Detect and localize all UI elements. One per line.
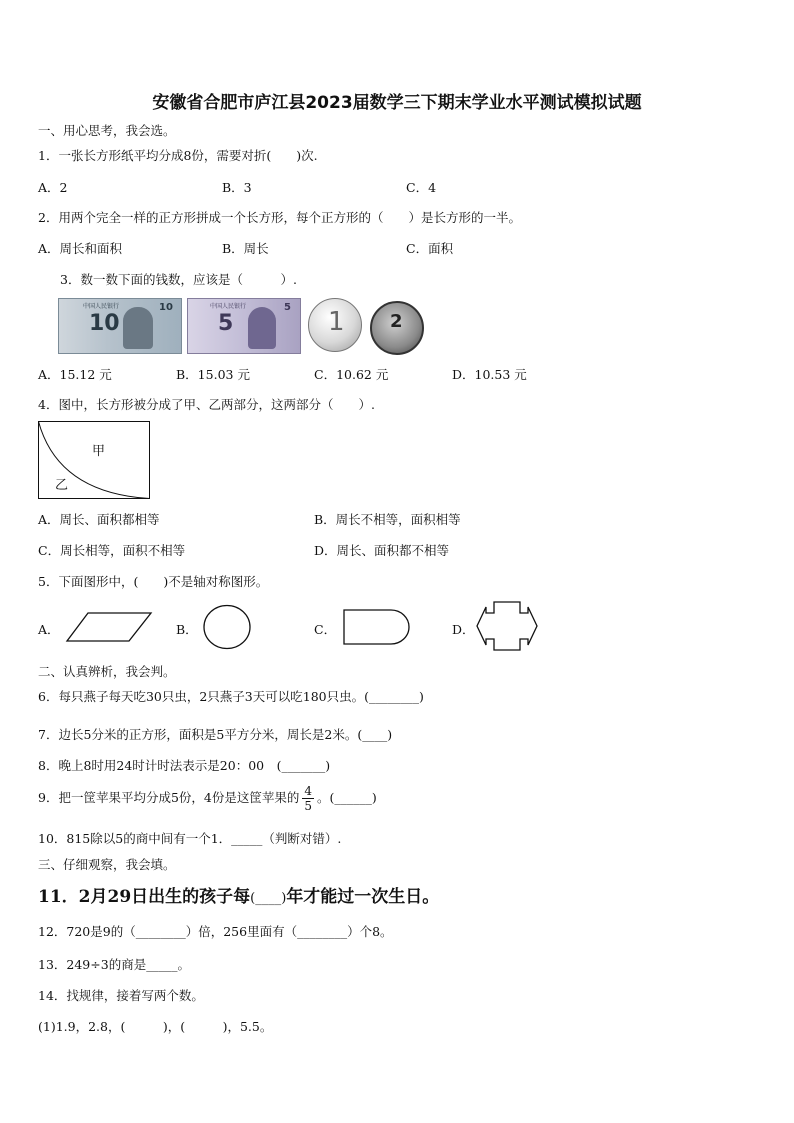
q4-option-d[interactable]: D．周长、面积都不相等 <box>314 543 450 558</box>
question-9 <box>38 784 377 813</box>
note-value-10: 10 <box>89 311 120 336</box>
q5-option-a[interactable]: A． <box>38 622 60 637</box>
section-heading-2: 二、认真辨析，我会判。 <box>38 664 176 679</box>
question-14-part-1: (1)1.9，2.8，( )，( )，5.5。 <box>38 1019 273 1034</box>
note-corner-5: 5 <box>284 302 291 313</box>
question-2: 2．用两个完全一样的正方形拼成一个长方形，每个正方形的（ ）是长方形的一半。 <box>38 210 521 225</box>
note-value-5: 5 <box>218 311 234 336</box>
label-yi: 乙 <box>55 478 69 493</box>
semicircle-rectangle-shape <box>343 609 411 645</box>
q4-option-c[interactable]: C．周长相等，面积不相等 <box>38 543 186 558</box>
circle-shape <box>202 604 252 650</box>
portrait-icon <box>248 307 276 349</box>
note-bank-name: 中国人民银行 <box>210 303 247 310</box>
question-13: 13．249÷3的商是_____。 <box>38 957 190 972</box>
label-jia: 甲 <box>92 444 106 459</box>
q5-option-b[interactable]: B． <box>176 622 198 637</box>
note-bank-name: 中国人民银行 <box>83 303 120 310</box>
q5-option-c[interactable]: C． <box>314 622 337 637</box>
question-3: 3．数一数下面的钱数，应该是（ ）. <box>60 272 297 287</box>
q9-blank: 。(______) <box>317 790 377 805</box>
question-5: 5．下面图形中，( )不是轴对称图形。 <box>38 574 269 589</box>
question-11 <box>38 882 439 907</box>
q11-text-post: 年才能过一次生日。 <box>286 887 440 907</box>
q1-option-c[interactable]: C．4 <box>406 180 437 195</box>
q3-option-a[interactable]: A．15.12 元 <box>38 367 112 382</box>
five-yuan-note-image <box>187 298 301 354</box>
q9-text: 9．把一筐苹果平均分成5份，4份是这筐苹果的 <box>38 790 300 805</box>
question-7: 7．边长5分米的正方形，面积是5平方分米，周长是2米。(____) <box>38 727 393 742</box>
q1-option-a[interactable]: A．2 <box>38 180 68 195</box>
question-6: 6．每只燕子每天吃30只虫，2只燕子3天可以吃180只虫。(________) <box>38 689 424 704</box>
q11-text-pre: 11．2月29日出生的孩子每 <box>38 887 251 907</box>
fraction-denominator: 5 <box>304 799 313 813</box>
two-fen-coin-image <box>370 301 424 355</box>
question-8: 8．晚上8时用24时计时法表示是20：00 (_______) <box>38 758 331 773</box>
portrait-icon <box>123 307 153 349</box>
q4-option-b[interactable]: B．周长不相等，面积相等 <box>314 512 461 527</box>
question-10: 10．815除以5的商中间有一个1．_____（判断对错）. <box>38 831 342 846</box>
fraction-numerator: 4 <box>304 784 313 798</box>
ten-yuan-note-image <box>58 298 182 354</box>
q11-blank: (____) <box>250 891 287 906</box>
parallelogram-shape <box>66 612 152 642</box>
q2-option-b[interactable]: B．周长 <box>222 241 269 256</box>
section-heading-1: 一、用心思考，我会选。 <box>38 123 176 138</box>
coin-value-1: 1 <box>328 307 345 337</box>
one-jiao-coin-image <box>308 298 362 352</box>
q1-option-b[interactable]: B．3 <box>222 180 252 195</box>
q3-option-b[interactable]: B．15.03 元 <box>176 367 250 382</box>
q5-option-d[interactable]: D． <box>452 622 475 637</box>
question-14: 14．找规律，接着写两个数。 <box>38 988 204 1003</box>
q3-option-d[interactable]: D．10.53 元 <box>452 367 527 382</box>
fraction-four-fifths <box>302 784 314 813</box>
section-heading-3: 三、仔细观察，我会填。 <box>38 857 176 872</box>
question-1: 1．一张长方形纸平均分成8份，需要对折( )次. <box>38 148 318 163</box>
q2-option-a[interactable]: A．周长和面积 <box>38 241 123 256</box>
q3-option-c[interactable]: C．10.62 元 <box>314 367 389 382</box>
q2-option-c[interactable]: C．面积 <box>406 241 454 256</box>
coin-value-2: 2 <box>390 311 403 332</box>
page-title: 安徽省合肥市庐江县2023届数学三下期末学业水平测试模拟试题 <box>152 93 642 113</box>
question-12: 12．720是9的（________）倍，256里面有（________）个8。 <box>38 924 393 939</box>
q4-option-a[interactable]: A．周长、面积都相等 <box>38 512 160 527</box>
note-corner-10: 10 <box>159 302 173 313</box>
question-4: 4．图中，长方形被分成了甲、乙两部分，这两部分（ ）. <box>38 397 375 412</box>
cross-arrow-shape <box>476 601 538 651</box>
